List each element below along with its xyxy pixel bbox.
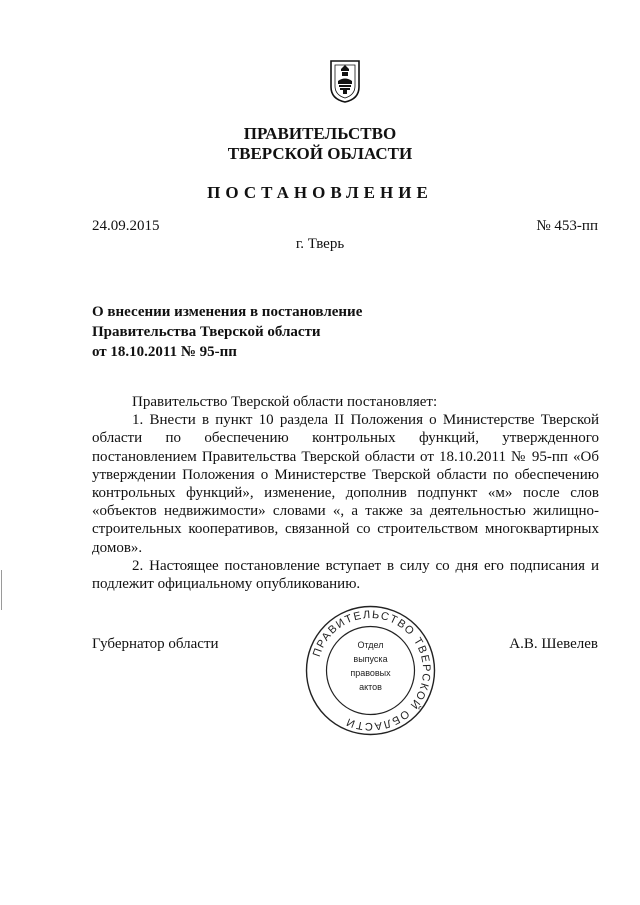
scan-edge-mark: [1, 570, 2, 610]
signatory-title: Губернатор области: [92, 636, 219, 652]
organization-name-line1: ПРАВИТЕЛЬСТВО: [243, 124, 397, 143]
official-stamp: [304, 604, 437, 737]
subject-line: Правительства Тверской области: [92, 324, 321, 340]
signatory-name: А.В. Шевелев: [509, 636, 598, 652]
stamp-ring-text: ПРАВИТЕЛЬСТВО ТВЕРСКОЙ ОБЛАСТИ: [310, 608, 433, 733]
stamp-center-line: выпуска: [353, 654, 388, 664]
document-body: [92, 393, 599, 593]
body-intro: Правительство Тверской области постановляет:: [132, 394, 438, 410]
document-city: г. Тверь: [295, 236, 345, 252]
document-date: 24.09.2015: [92, 218, 160, 234]
subject-line: от 18.10.2011 № 95-пп: [92, 344, 237, 360]
stamp-center-line: Отдел: [357, 640, 384, 650]
stamp-center-line: правовых: [350, 668, 391, 678]
document-number: № 453-пп: [536, 218, 598, 234]
body-item-2: 2. Настоящее постановление вступает в силу со дня его подписания и подлежит официальному опубликованию.: [92, 557, 599, 593]
subject-line: О внесении изменения в постановление: [92, 304, 363, 320]
stamp-center-line: актов: [359, 682, 382, 692]
document-type-heading: ПОСТАНОВЛЕНИЕ: [207, 183, 433, 202]
organization-name-line2: ТВЕРСКОЙ ОБЛАСТИ: [227, 144, 413, 163]
body-item-1: 1. Внести в пункт 10 раздела II Положения о Министерстве Тверской области по обеспечению контрольных функций, утвержденного постановлением Правительства Тверской области от 18.10.2011 № 95-пп «Об утверждении Положения о Министерстве Тверской области по обеспечению контрольных функций», изменение, дополнив подпункт «м» после слов «объектов недвижимости» словами «, а также за деятельностью жилищно-строительных кооперативов, связанной со строительством многоквартирных домов».: [92, 412, 599, 556]
document-subject: [92, 302, 362, 362]
coat-of-arms-emblem: [329, 59, 361, 103]
